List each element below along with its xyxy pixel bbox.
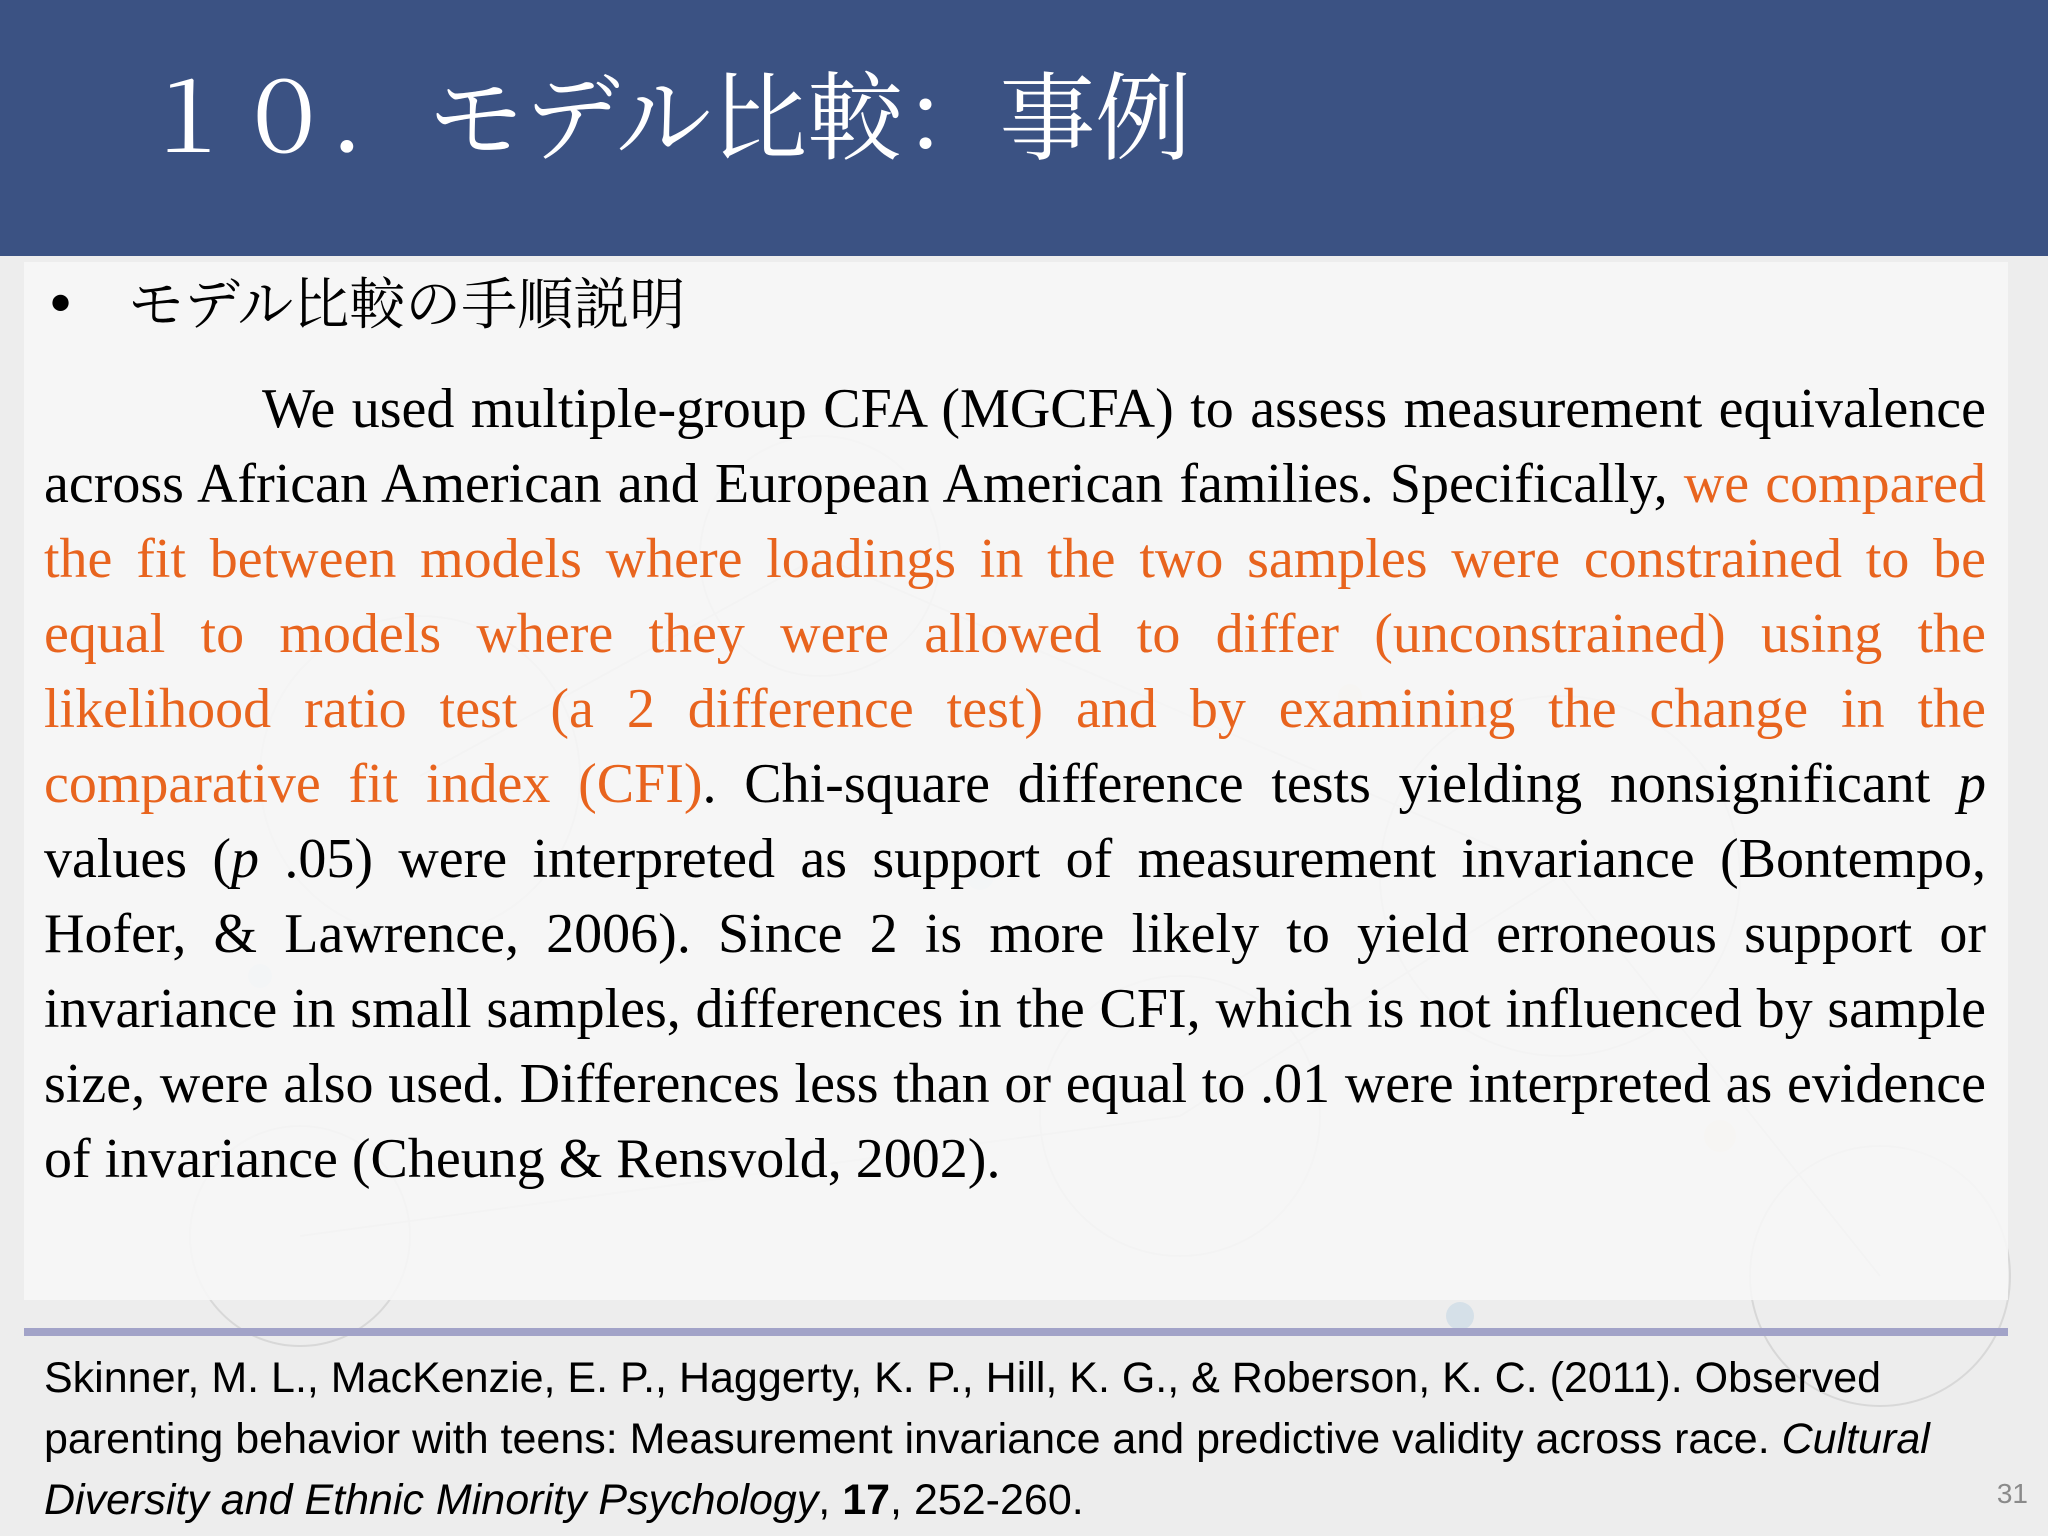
page-number: 31: [1996, 1478, 2028, 1509]
title-bar: [0, 0, 2048, 256]
body-part-2: . Chi-square difference tests yielding nonsignificant: [702, 753, 1958, 815]
body-part-4: .05) were interpreted as support of measurement invariance (Bontempo, Hofer, & Lawrence, 2006). Since 2 is more likely to yield erroneous support or invariance in small samples, differences in the CFI, which is not influenced by sample size, were also used. Differences less than or equal to .01 were interpreted as evidence of invariance (Cheung & Rensvold, 2002).: [44, 828, 1986, 1190]
reference-volume: 17: [842, 1476, 891, 1524]
reference-journal: Cultural Diversity and Ethnic Minority Psychology: [44, 1415, 1930, 1524]
bullet-text: モデル比較の手順説明: [128, 273, 686, 338]
reference-divider: [24, 1328, 2008, 1336]
highlighted-sentence: we compared the fit between models where loadings in the two samples were constrained to be equal to models where they were allowed to differ (unconstrained) using the likelihood ratio test (a 2 difference test) and by examining the change in the comparative fit index (CFI): [44, 453, 1986, 815]
p-symbol-1: p: [1958, 753, 1986, 815]
reference-separator: ,: [818, 1476, 843, 1524]
body-part-3: values (: [44, 828, 232, 890]
bullet-marker: •: [44, 273, 78, 338]
reference-citation: [44, 1348, 1984, 1531]
slide-title: １０．モデル比較：事例: [140, 63, 1192, 175]
reference-pages: , 252-260.: [890, 1476, 1084, 1524]
bullet-heading: [44, 272, 685, 339]
quoted-paragraph: [44, 372, 1986, 1197]
reference-authors: Skinner, M. L., MacKenzie, E. P., Haggerty, K. P., Hill, K. G., & Roberson, K. C. (2011). Observed parenting behavior with teens: Measurement invariance and predictive validity across race.: [44, 1354, 1882, 1463]
body-part-1: We used multiple-group CFA (MGCFA) to assess measurement equivalence across African American and European American families. Specifically,: [44, 378, 1986, 515]
p-symbol-2: p: [231, 828, 260, 890]
